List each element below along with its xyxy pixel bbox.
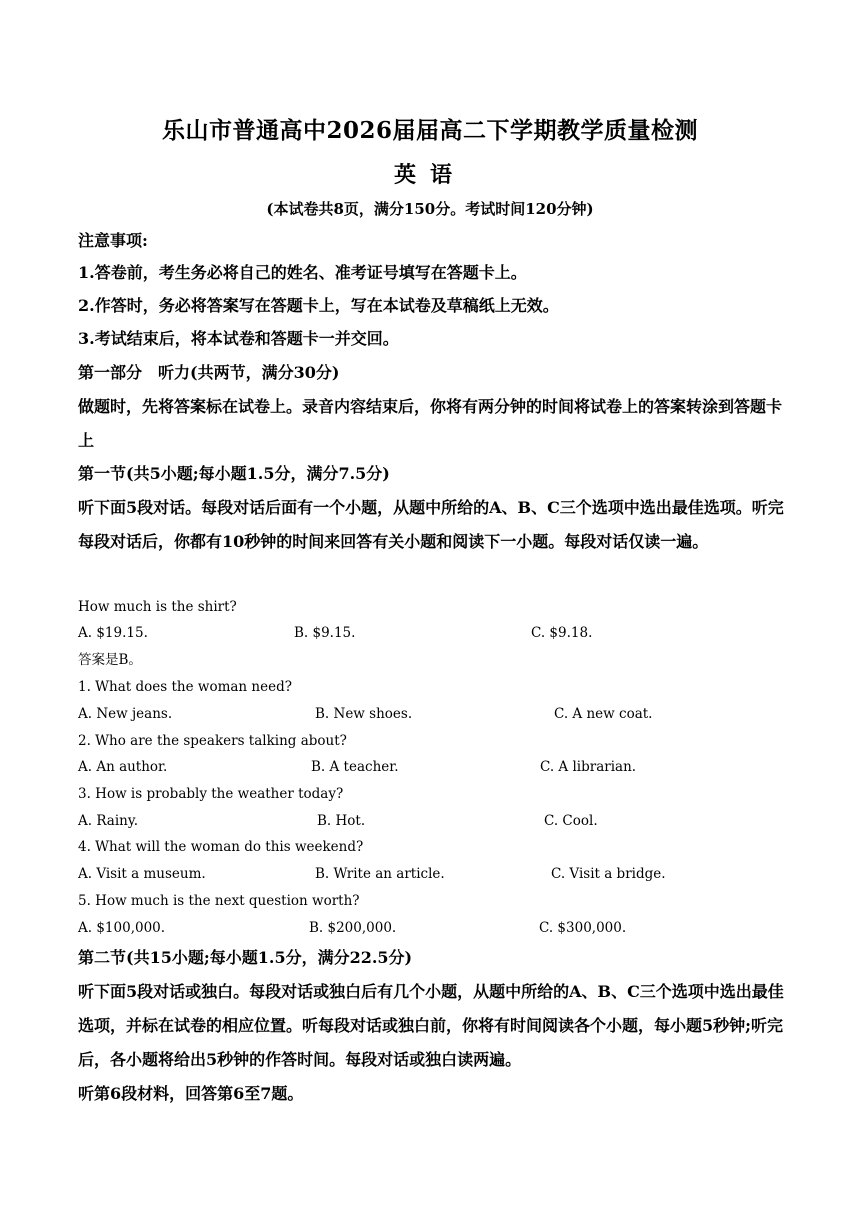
notice-item-3: 3.考试结束后，将本试卷和答题卡一并交回。 [78,329,399,348]
example-answer: 答案是B。 [78,652,142,668]
question-1-option-a: A. New jeans. [78,706,173,722]
notice-item-2: 2.作答时，务必将答案写在答题卡上，写在本试卷及草稿纸上无效。 [78,296,559,315]
example-option-c: C. $9.18. [531,625,593,641]
exam-info: (本试卷共8页，满分150分。考试时间120分钟) [266,200,594,218]
section1-heading: 第一节(共5小题;每小题1.5分，满分7.5分) [78,464,390,483]
question-4-option-c: C. Visit a bridge. [551,866,666,882]
question-3-options [78,811,790,831]
section1-instruction: 听下面5段对话。每段对话后面有一个小题，从题中所给的A、B、C三个选项中选出最佳选项。听完每段对话后，你都有10秒钟的时间来回答有关小题和阅读下一小题。每段对话仅读一遍。 [78,498,784,551]
question-5-option-c: C. $300,000. [539,920,627,936]
question-5-option-b: B. $200,000. [309,920,397,936]
question-2: 2. Who are the speakers talking about? [78,733,347,749]
question-5: 5. How much is the next question worth? [78,893,360,909]
question-4-options [78,864,790,884]
section2-instruction: 听下面5段对话或独白。每段对话或独白后有几个小题，从题中所给的A、B、C三个选项中选出最佳选项，并标在试卷的相应位置。听每段对话或独白前，你将有时间阅读各个小题，每小题5秒钟;听完后，各小题将给出5秒钟的作答时间。每段对话或独白读两遍。 [78,982,784,1069]
example-option-a: A. $19.15. [78,625,148,641]
question-2-option-c: C. A librarian. [540,759,637,775]
question-3: 3. How is probably the weather today? [78,786,344,802]
section2-material-note: 听第6段材料，回答第6至7题。 [78,1084,304,1103]
part1-heading: 第一部分 听力(共两节，满分30分) [78,363,340,382]
section2-heading: 第二节(共15小题;每小题1.5分，满分22.5分) [78,948,413,967]
question-2-options [78,757,790,777]
question-1: 1. What does the woman need? [78,679,292,695]
question-2-option-b: B. A teacher. [311,759,399,775]
example-question: How much is the shirt? [78,599,237,615]
question-4-option-a: A. Visit a museum. [78,866,206,882]
notice-item-1: 1.答卷前，考生务必将自己的姓名、准考证号填写在答题卡上。 [78,263,527,282]
part1-instruction: 做题时，先将答案标在试卷上。录音内容结束后，你将有两分钟的时间将试卷上的答案转涂到答题卡上 [78,397,783,450]
subject-title: 英语 [393,162,466,188]
question-4: 4. What will the woman do this weekend? [78,839,364,855]
exam-title: 乐山市普通高中2026届届高二下学期教学质量检测 [161,117,698,144]
question-1-option-b: B. New shoes. [315,706,413,722]
example-option-b: B. $9.15. [294,625,356,641]
question-5-options [78,918,790,938]
question-3-option-c: C. Cool. [544,813,598,829]
question-1-options [78,704,790,724]
question-3-option-b: B. Hot. [317,813,366,829]
question-2-option-a: A. An author. [78,759,168,775]
question-1-option-c: C. A new coat. [554,706,653,722]
question-3-option-a: A. Rainy. [78,813,138,829]
notice-heading: 注意事项: [78,231,148,250]
question-4-option-b: B. Write an article. [315,866,445,882]
example-options [78,623,790,643]
question-5-option-a: A. $100,000. [78,920,166,936]
